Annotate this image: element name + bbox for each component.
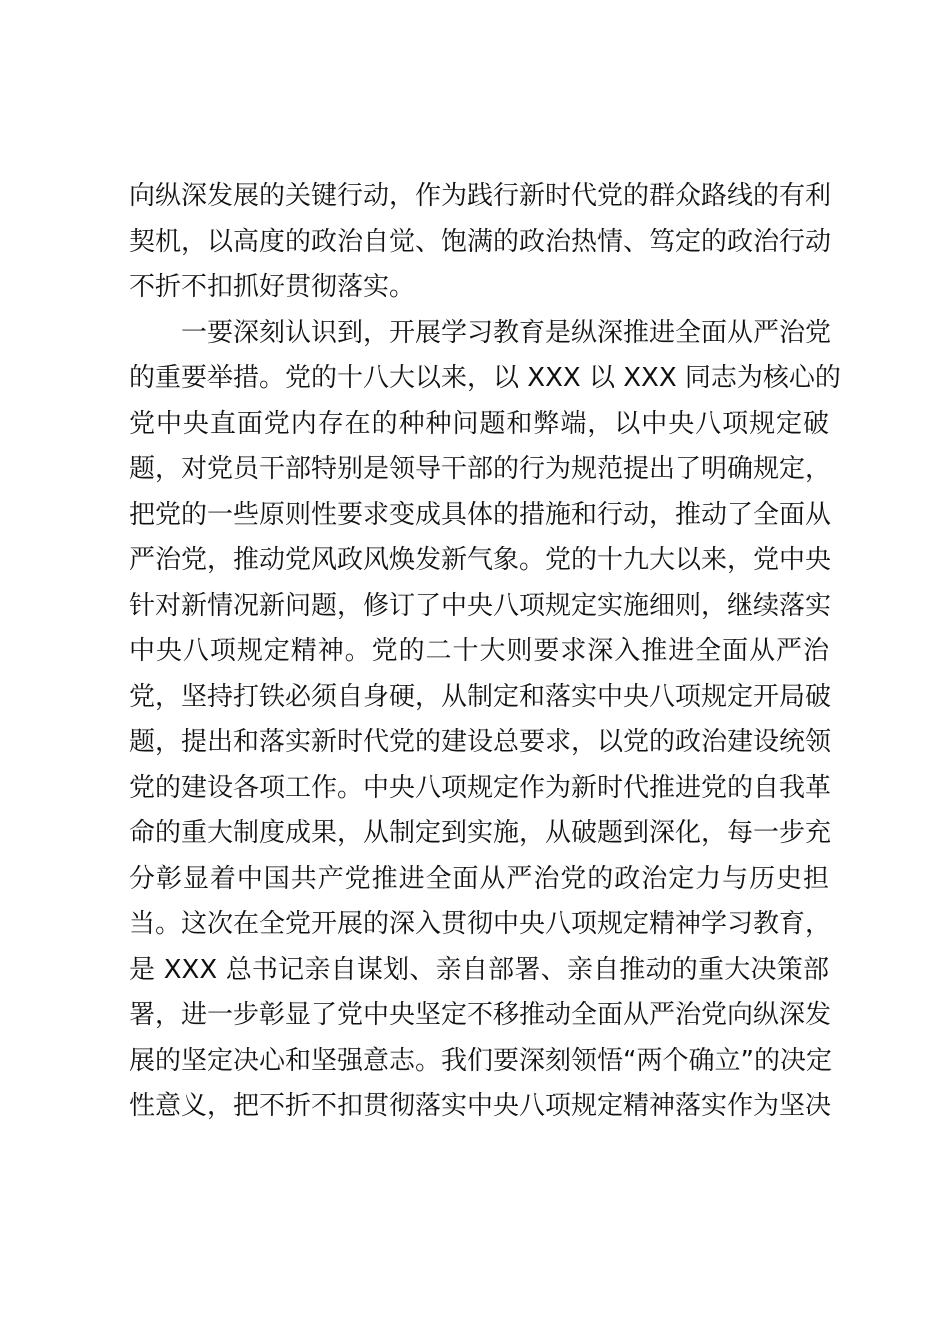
text-line: 分彰显着中国共产党推进全面从严治党的政治定力与历史担: [129, 863, 829, 894]
text-line: 向纵深发展的关键行动，作为践行新时代党的群众路线的有利: [129, 181, 832, 211]
paragraph-1: [129, 174, 832, 311]
text-line: 党的建设各项工作。中央八项规定作为新时代推进党的自我革: [129, 772, 832, 803]
text-line: 题，对党员干部特别是领导干部的行为规范提出了明确规定，: [129, 454, 832, 484]
text-line: 把党的一些原则性要求变成具体的措施和行动，推动了全面从: [129, 499, 832, 530]
text-line: 命的重大制度成果，从制定到实施，从破题到深化，每一步充: [129, 818, 832, 848]
text-line: 严治党，推动党风政风焕发新气象。党的十九大以来，党中央: [129, 545, 832, 575]
text-line: 不折不扣抓好贯彻落实。: [129, 272, 416, 302]
text-line: 的重要举措。党的十八大以来，以 XXX 以 XXX 同志为核心的: [129, 363, 841, 393]
document-body: [129, 174, 841, 1130]
text-line: 针对新情况新问题，修订了中央八项规定实施细则，继续落实: [129, 590, 832, 621]
text-line: 展的坚定决心和坚强意志。我们要深刻领悟“两个确立”的决定: [129, 1045, 832, 1076]
text-line: 当。这次在全党开展的深入贯彻中央八项规定精神学习教育，: [129, 909, 832, 939]
text-line: 署，进一步彰显了党中央坚定不移推动全面从严治党向纵深发: [129, 1000, 832, 1030]
text-line: 一要深刻认识到，开展学习教育是纵深推进全面从严治党: [181, 317, 832, 348]
text-line: 是 XXX 总书记亲自谋划、亲自部署、亲自推动的重大决策部: [129, 954, 829, 985]
text-line: 党中央直面党内存在的种种问题和弊端，以中央八项规定破: [129, 408, 829, 439]
text-line: 性意义，把不折不扣贯彻落实中央八项规定精神落实作为坚决: [129, 1091, 832, 1121]
text-line: 题，提出和落实新时代党的建设总要求，以党的政治建设统领: [129, 727, 832, 757]
text-line: 契机，以高度的政治自觉、饱满的政治热情、笃定的政治行动: [129, 226, 832, 257]
paragraph-2: [129, 311, 841, 1130]
text-line: 中央八项规定精神。党的二十大则要求深入推进全面从严治: [129, 636, 829, 666]
text-line: 党，坚持打铁必须自身硬，从制定和落实中央八项规定开局破: [129, 681, 832, 712]
